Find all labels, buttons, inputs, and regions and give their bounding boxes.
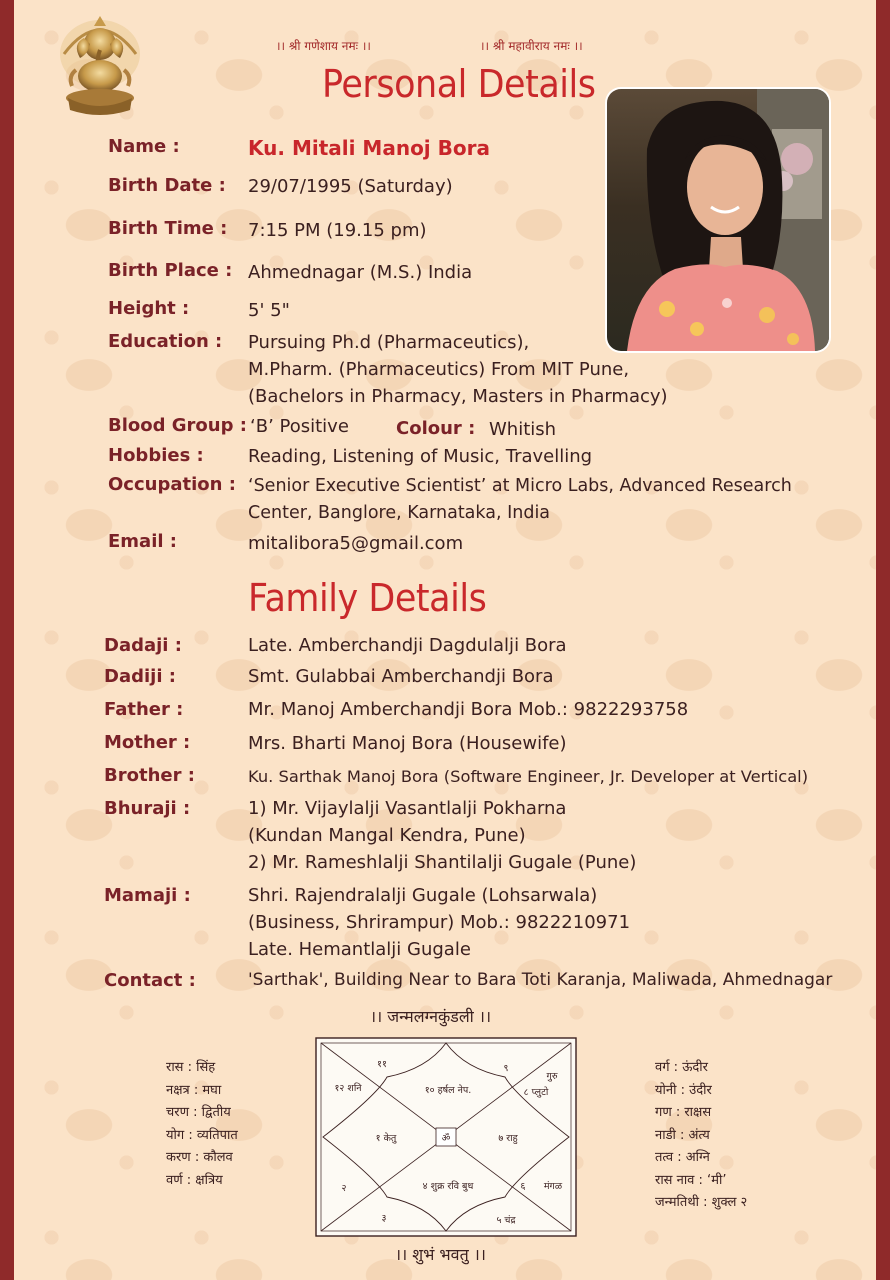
astro-detail: रास नाव : ‘मी’	[655, 1172, 727, 1188]
name-value: Ku. Mitali Manoj Bora	[248, 136, 490, 160]
ganesha-idol-icon	[50, 14, 150, 118]
hobbies-label: Hobbies :	[108, 445, 204, 466]
email-label: Email :	[108, 531, 178, 552]
astro-detail: वर्ग : ऊंदीर	[655, 1060, 708, 1075]
house-9: ९	[503, 1063, 509, 1074]
house-4: ४ शुक्र रवि बुध	[422, 1181, 474, 1192]
house-2: २	[341, 1183, 347, 1194]
dadiji-value: Smt. Gulabbai Amberchandji Bora	[248, 666, 554, 687]
profile-photo	[607, 89, 829, 351]
education-line: Pursuing Ph.d (Pharmaceutics),	[248, 332, 530, 353]
bhuraji-line: (Kundan Mangal Kendra, Pune)	[248, 825, 526, 846]
education-value	[248, 329, 668, 410]
occupation-value	[248, 473, 792, 527]
kundli-chart	[315, 1037, 577, 1237]
mangal-label: मंगळ	[543, 1181, 563, 1192]
invocation-ganesha: ।। श्री गणेशाय नमः ।।	[276, 39, 371, 53]
contact-value: 'Sarthak', Building Near to Bara Toti Karanja, Maliwada, Ahmednagar	[248, 970, 833, 990]
mother-value: Mrs. Bharti Manoj Bora (Housewife)	[248, 733, 567, 754]
astro-detail: नक्षत्र : मघा	[166, 1082, 222, 1098]
house-6: ६	[520, 1181, 526, 1192]
bhuraji-line: 2) Mr. Rameshlalji Shantilalji Gugale (Pune)	[248, 852, 637, 873]
kundli-title: ।। जन्मलग्नकुंडली ।।	[370, 1007, 492, 1026]
house-11: ११	[377, 1059, 387, 1070]
guru-label: गुरु	[546, 1071, 558, 1082]
dadaji-label: Dadaji :	[104, 635, 182, 656]
education-line: M.Pharm. (Pharmaceutics) From MIT Pune,	[248, 359, 630, 380]
mamaji-line: Shri. Rajendralalji Gugale (Lohsarwala)	[248, 885, 598, 906]
dadiji-label: Dadiji :	[104, 666, 176, 687]
kundli-right-details	[655, 1057, 747, 1215]
father-label: Father :	[104, 699, 184, 720]
brother-label: Brother :	[104, 765, 195, 786]
education-label: Education :	[108, 331, 223, 352]
email-value: mitalibora5@gmail.com	[248, 533, 464, 554]
house-8-pluto: ८ प्लुटो	[523, 1087, 549, 1098]
hobbies-value: Reading, Listening of Music, Travelling	[248, 446, 593, 467]
house-5: ५ चंद्र	[496, 1215, 516, 1226]
personal-details-heading: Personal Details	[322, 62, 596, 106]
astro-detail: रास : सिंह	[166, 1060, 216, 1075]
astro-detail: नाडी : अंत्य	[655, 1127, 710, 1143]
astro-detail: जन्मतिथी : शुक्ल २	[655, 1195, 748, 1210]
colour-label: Colour :	[396, 418, 476, 439]
mamaji-label: Mamaji :	[104, 885, 191, 906]
occupation-label: Occupation :	[108, 474, 236, 495]
birth-time-label: Birth Time :	[108, 218, 228, 239]
mamaji-line: Late. Hemantlalji Gugale	[248, 939, 471, 960]
house-3: ३	[381, 1213, 387, 1224]
invocation-mahavira: ।। श्री महावीराय नमः ।।	[480, 39, 583, 53]
name-label: Name :	[108, 136, 180, 157]
biodata-page	[14, 0, 876, 1280]
house-7-rahu: ७ राहु	[498, 1133, 518, 1144]
bhuraji-value	[248, 795, 636, 876]
house-1-ketu: १ केतु	[375, 1133, 397, 1144]
occupation-line: ‘Senior Executive Scientist’ at Micro Labs, Advanced Research	[248, 476, 792, 496]
birth-date-value: 29/07/1995 (Saturday)	[248, 176, 453, 197]
contact-label: Contact :	[104, 970, 196, 991]
brother-value: Ku. Sarthak Manoj Bora (Software Engineer, Jr. Developer at Vertical)	[248, 767, 809, 786]
education-line: (Bachelors in Pharmacy, Masters in Pharmacy)	[248, 386, 668, 407]
bhuraji-label: Bhuraji :	[104, 798, 191, 819]
om-symbol: ॐ	[441, 1133, 451, 1144]
kundli-left-details	[166, 1057, 238, 1192]
birth-place-value: Ahmednagar (M.S.) India	[248, 262, 473, 283]
bhuraji-line: 1) Mr. Vijaylalji Vasantlalji Pokharna	[248, 798, 567, 819]
birth-date-label: Birth Date :	[108, 175, 226, 196]
astro-detail: योग : व्यतिपात	[166, 1127, 238, 1143]
birth-place-label: Birth Place :	[108, 260, 233, 281]
height-label: Height :	[108, 298, 190, 319]
mamaji-value	[248, 882, 630, 963]
occupation-line: Center, Banglore, Karnataka, India	[248, 503, 551, 523]
astro-detail: योनी : उंदीर	[655, 1082, 712, 1098]
house-10: १० हर्षल नेप.	[424, 1085, 472, 1096]
astro-detail: वर्ण : क्षत्रिय	[166, 1172, 223, 1188]
colour-value: Whitish	[489, 419, 557, 440]
dadaji-value: Late. Amberchandji Dagdulalji Bora	[248, 635, 567, 656]
blood-group-label: Blood Group :	[108, 415, 247, 436]
blood-group-value: ‘B’ Positive	[250, 416, 349, 437]
astro-detail: चरण : द्वितीय	[166, 1105, 231, 1120]
mamaji-line: (Business, Shrirampur) Mob.: 9822210971	[248, 912, 631, 933]
height-value: 5' 5"	[248, 300, 290, 321]
blessing-text: ।। शुभं भवतु ।।	[395, 1245, 486, 1264]
family-details-heading: Family Details	[248, 576, 487, 620]
mother-label: Mother :	[104, 732, 191, 753]
father-value: Mr. Manoj Amberchandji Bora Mob.: 9822293758	[248, 699, 689, 720]
astro-detail: गण : राक्षस	[655, 1105, 712, 1120]
astro-detail: तत्व : अग्नि	[655, 1150, 710, 1165]
astro-detail: करण : कौलव	[166, 1150, 233, 1165]
birth-time-value: 7:15 PM (19.15 pm)	[248, 220, 427, 241]
house-12-shani: १२ शनि	[334, 1083, 362, 1094]
